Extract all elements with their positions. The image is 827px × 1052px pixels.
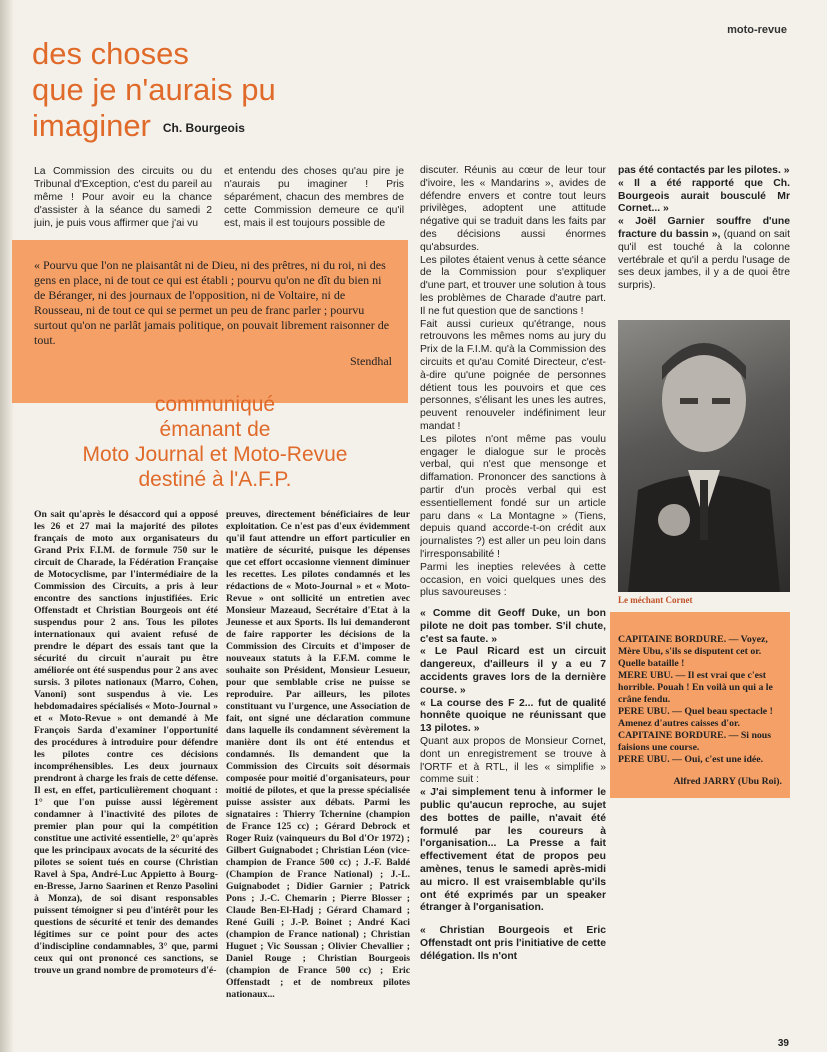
quote-text: « Pourvu que l'on ne plaisantât ni de Dieu, ni des prêtres, ni du roi, ni des gens en place, ni de tout ce qui est établi ; pourvu qu'on ne dît du bien ni de Béranger, ni des journaux de l'opposition, ni de Voltaire, ni de Rousseau, ni de tout ce qui se permet un peu de franc parler ; pourvu surtout qu'on ne parlât jamais politique, on pouvait librement raisonner de tout. <box>34 258 390 347</box>
ubu-roi-quote-box <box>610 612 790 798</box>
quote-bold: pas été contactés par les pilotes. » <box>618 165 790 176</box>
communique-column-2: preuves, directement bénéficiaires de leur exploitation. Ce n'est pas d'eux évidemment qu'il faut attendre un effort particulier en matière de sécurité, puisque les dépenses que cet effort occasionne viennent diminuer les recettes. Les pilotes condamnés et les rédactions de « Moto-Journal » et « Moto-Revue » ont sollicité un entretien avec Monsieur Mazeaud, Secrétaire d'Etat à la Jeunesse et aux Sports. Ils lui demanderont de faire rapporter les décisions de la Commission des Circuits et d'imposer de nouveaux statuts à la F.F.M. comme le souhaite son Président, Monsieur Lesueur, pour que semblable crise ne puisse se reproduire. Par ailleurs, les pilotes constituant vu l'urgence, une Association de fait, ont signé une déclaration commune dans laquelle ils condamnent sévèrement la manière dont ils ont été entendus et condamnés. Ils demandent que la Commission des Circuits soit désormais composée pour moitié d'organisateurs, pour moitié de pilotes, et que la presse spécialisée puisse assister aux débats. Parmi les signataires : Thierry Tchernine (champion de France 125 cc) ; Gérard Debrock et Roger Ruiz (vainqueurs du Bol d'Or 1972) ; Gilbert Guignabodet ; Christian Léon (vice-champion de France 500 cc) ; J.-F. Baldé (Champion de France National) ; J.-L. Guignabodet ; Didier Garnier ; Patrick Pons ; J.-C. Chemarin ; Pierre Blosser ; Claude Ben-El-Hadj ; Gérard Chamard ; René Guili ; J.-P. Boinet ; André Kaci (champion de France national) ; Christian Huguet ; Vic Soussan ; Olivier Chevallier ; Daniel Rouge ; Christian Bourgeois (champion de France 500 cc) ; Eric Offenstadt ; et de nombreux pilotes nationaux... <box>226 509 410 1000</box>
page-fold-shadow <box>0 0 14 1052</box>
page-number: 39 <box>777 1038 789 1049</box>
dialogue-line <box>618 670 782 706</box>
paragraph: Parmi les inepties relevées à cette occasion, en voici quelques unes des plus savoureuses : <box>420 561 606 599</box>
dialogue-line <box>618 754 782 766</box>
dialogue-line <box>618 706 782 730</box>
paragraph-text: (quand on sait qu'il est touché à la colonne vertébrale et qu'il a perdu l'usage de ses deux jambes, il y a de quoi être surpris). <box>618 228 790 292</box>
speaker: PERE UBU. <box>618 706 670 717</box>
communique-column-1: On sait qu'après le désaccord qui a opposé les 26 et 27 mai la majorité des pilotes français de moto aux organisateurs du Grand Prix F.I.M. de formule 750 sur le circuit de Charade, la Fédération Française de Motocyclisme, par l'intermédiaire de la Commission des Circuits, a pris à leur encontre des sanctions injustifiées. Eric Offenstadt et Christian Bourgeois ont été suspendus pour 2 ans. Tous les pilotes internationaux qui avaient refusé de prendre le départ des essais tant que la sécurité du circuit n'aurait pu être améliorée ont été suspendus pour 2 ans avec sursis. 3 pilotes nationaux (Marro, Cohen, Vanoni) sont suspendus à vie. Les hebdomadaires spécialisés « Moto-Journal » et « Moto-Revue » ont demandé à Me François Sarda d'examiner l'opportunité des procédures à introduire pour défendre les pilotes contre ces décisions incompréhensibles. Les deux journaux prendront à charge les frais de cette défense. Il est, en effet, particulièrement choquant : 1° que l'on puisse aussi légèrement condamner à l'inactivité des pilotes de premier plan pour qui la compétition constitue une activité essentielle, 2° qu'après que les principaux avocats de la sécurité des pilotes se soient tués en course (Christian Ravel à Spa, André-Luc Appietto à Bourg-en-Bresse, Jarno Saarinen et Renzo Pasolini à Monza), de soi disant responsables puissent témoigner si peu d'intérêt pour les questions de sécurité et tenir des demandes légitimes sur ce point pour des actes d'indiscipline condamnables, 3° que, parmi ceux qui ont prononcé ces sanctions, se trouve un grand nombre de promoteurs d'é- <box>34 509 218 976</box>
line-text: — Oui, c'est une idée. <box>672 754 764 765</box>
communique-line-4: destiné à l'A.F.P. <box>138 468 292 491</box>
photo-caption: Le méchant Cornet <box>618 595 693 605</box>
communique-line-3: Moto Journal et Moto-Revue <box>82 443 348 466</box>
communique-heading <box>22 392 408 492</box>
intro-column-2: et entendu des choses qu'au pire je n'aurais pu imaginer ! Pris séparément, chacun des membres de cette Commission demeure ce qu'il est, mais il est toujours possible de <box>224 166 404 230</box>
paragraph: Fait aussi curieux qu'étrange, nous retrouvons les mêmes noms au jury du Prix de la F.I.M. qu'à la Commission des circuits et qu'au Comité Directeur, c'est-à-dire qu'une poignée de personnes détient tous les pouvoirs et que ces personnes, s'élisant les unes les autres, peuvent renouveler indéfiniment leur mandat ! <box>420 318 606 432</box>
quote-bold: « Le Paul Ricard est un circuit dangereux, d'ailleurs il y a eu 7 accidents graves lors de la dernière course. » <box>420 646 606 696</box>
line-text: — Quel beau spectacle ! Amenez d'autres caisses d'or. <box>618 706 773 729</box>
quote-author: Stendhal <box>350 354 392 368</box>
article-column-4 <box>618 165 790 293</box>
quote-bold: « La course des F 2... fut de qualité honnête quoique ne réunissant que 13 pilotes. » <box>420 697 606 735</box>
paragraph: Quant aux propos de Monsieur Cornet, dont un enregistrement se trouve à l'ORTF et à RTL, il les « simplifie » comme suit : <box>420 736 606 786</box>
paragraph <box>618 216 790 293</box>
paragraph: Les pilotes étaient venus à cette séance de la Commission pour s'expliquer d'une part, et trouver une solution à tous les problèmes de Charade d'autre part. Il ne fut question que de sanctions ! <box>420 254 606 317</box>
speaker: MERE UBU. <box>618 670 673 681</box>
dialogue-line <box>618 730 782 754</box>
paragraph: discuter. Réunis au cœur de leur tour d'ivoire, les « Mandarins », avides de défendre envers et contre tout leurs privilèges, adoptent une attitude négative qui se traduit dans les faits par des décisions aussi énormes qu'absurdes. <box>420 165 606 253</box>
stendhal-quote-box <box>12 240 408 403</box>
paragraph: Les pilotes n'ont même pas voulu engager le dialogue sur le procès verbal, qui n'est que mensonge et diffamation. Prononcer des sanctions à partir d'un procès verbal qui est essentiellement fondé sur un article paru dans « La Montagne » (Tiens, depuis quand accorde-t-on crédit aux journalistes ?) est aller un peu loin dans l'irresponsabilité ! <box>420 433 606 560</box>
quote-bold: « J'ai simplement tenu à informer le public qu'aucun reproche, au sujet des bottes de paille, n'avait été formulé par les coureurs à l'organisation... La Presse a fait effectivement état de propos peu amènes, tenus le samedi après-midi au micro. Il est vraisemblable qu'ils ont été exprimés par un speaker étranger à l'organisation. <box>420 787 606 914</box>
communique-line-1: communiqué <box>154 393 276 416</box>
photo-cornet <box>618 320 790 592</box>
headline-line-1: des choses <box>32 36 189 71</box>
intro-column-1: La Commission des circuits ou du Tribunal d'Exception, c'est du pareil au même ! Pour avoir eu la chance d'assister à la séance du samedi 2 juin, je puis vous affirmer que j'ai vu <box>34 166 212 230</box>
quote-bold: « Christian Bourgeois et Eric Offenstadt ont pris l'initiative de cette délégation. Ils n'ont <box>420 925 606 962</box>
quote-bold: « Il a été rapporté que Ch. Bourgeois aurait bousculé Mr Cornet... » <box>618 177 790 215</box>
ubu-author: Alfred JARRY (Ubu Roi). <box>673 776 782 787</box>
speaker: PERE UBU. <box>618 754 670 765</box>
line-text: — Il est vrai que c'est horrible. Pouah ! En voilà un qui a le crâne fendu. <box>618 670 773 705</box>
headline <box>32 36 452 146</box>
publication-name: moto-revue <box>727 24 787 36</box>
headline-line-2: que je n'aurais pu <box>32 72 276 107</box>
speaker: CAPITAINE BORDURE. <box>618 730 727 741</box>
headline-line-3 <box>32 108 452 146</box>
portrait-illustration <box>618 320 790 592</box>
byline: Ch. Bourgeois <box>162 120 245 135</box>
dialogue-line <box>618 634 782 670</box>
speaker: CAPITAINE BORDURE. <box>618 634 727 645</box>
line-text: — Si nous faisions une course. <box>618 730 772 753</box>
headline-line-3-text: imaginer <box>32 108 151 143</box>
line-text: — Voyez, Mère Ubu, s'ils se disputent cet or. Quelle bataille ! <box>618 634 768 669</box>
article-column-3 <box>420 165 606 1040</box>
quote-bold: « Joël Garnier souffre d'une fracture du bassin », <box>618 216 790 240</box>
quote-bold: « Comme dit Geoff Duke, un bon pilote ne doit pas tomber. S'il chute, c'est sa faute. » <box>420 608 606 645</box>
communique-line-2: émanant de <box>159 418 271 441</box>
